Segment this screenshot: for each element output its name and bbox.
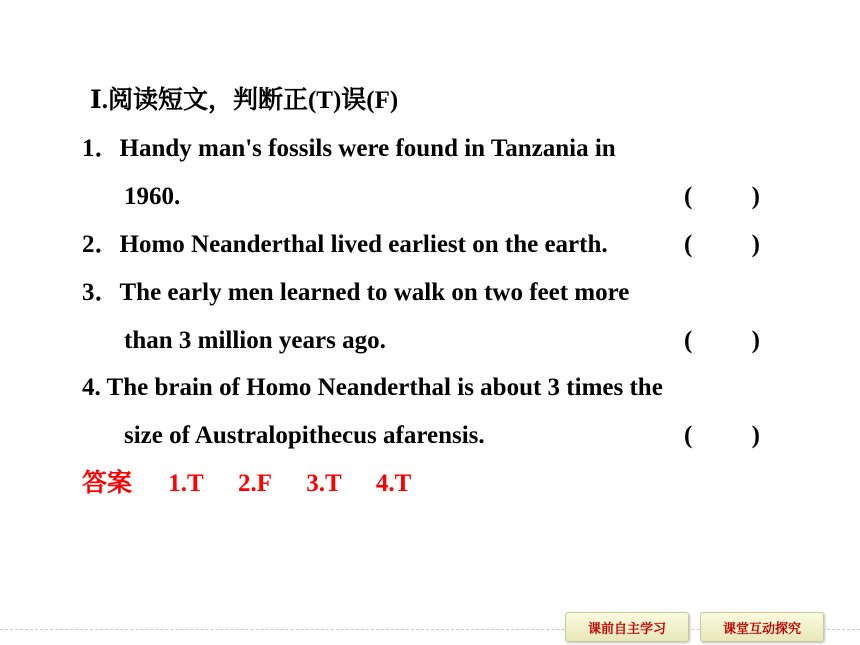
answer-key bbox=[82, 468, 439, 499]
paren-close: ) bbox=[751, 231, 760, 258]
question-2-line-1: 2．Homo Neanderthal lived earliest on the earth. bbox=[82, 231, 608, 258]
question-1-answer-blank bbox=[684, 182, 760, 212]
answer-label: 答案 bbox=[82, 468, 133, 497]
question-1-line-2: 1960. bbox=[124, 183, 181, 210]
pre-class-study-button[interactable]: 课前自主学习 bbox=[565, 612, 689, 642]
answer-item-1: 1.T bbox=[168, 470, 204, 497]
question-1-line-1: 1．Handy man's fossils were found in Tanzania in bbox=[82, 135, 616, 162]
paren-open: ( bbox=[684, 327, 693, 354]
paren-close: ) bbox=[751, 183, 760, 210]
answer-item-3: 3.T bbox=[306, 470, 342, 497]
answer-item-2: 2.F bbox=[237, 470, 272, 497]
question-4-answer-blank bbox=[684, 421, 760, 451]
paren-open: ( bbox=[684, 183, 693, 210]
question-3-line-2: than 3 million years ago. bbox=[124, 327, 386, 354]
question-2-answer-blank bbox=[684, 230, 760, 260]
paren-open: ( bbox=[684, 231, 693, 258]
question-3-line-1: 3．The early men learned to walk on two feet more bbox=[82, 279, 630, 306]
question-3-answer-blank bbox=[684, 326, 760, 356]
answer-item-4: 4.T bbox=[375, 470, 412, 497]
question-4-line-1: 4. The brain of Homo Neanderthal is about 3 times the bbox=[82, 374, 663, 401]
paren-open: ( bbox=[684, 422, 693, 449]
paren-close: ) bbox=[751, 327, 760, 354]
in-class-exploration-button[interactable]: 课堂互动探究 bbox=[700, 612, 824, 642]
paren-close: ) bbox=[751, 422, 760, 449]
question-4-line-2: size of Australopithecus afarensis. bbox=[124, 422, 485, 449]
section-heading: Ⅰ.阅读短文，判断正(T)误(F) bbox=[90, 87, 399, 114]
